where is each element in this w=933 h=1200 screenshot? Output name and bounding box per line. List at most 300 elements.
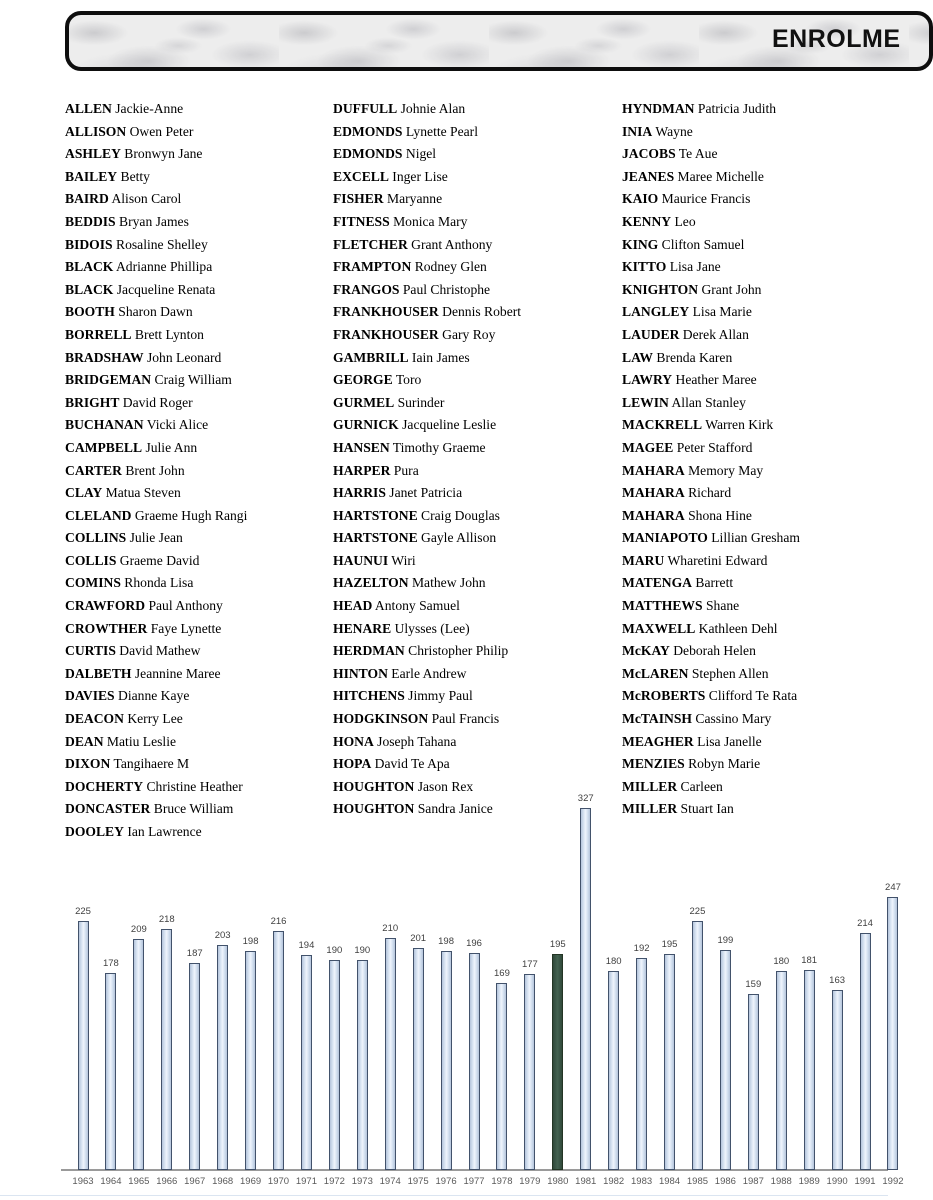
year-label-1981: 1981 [575, 1176, 597, 1187]
year-label-1980: 1980 [547, 1176, 569, 1187]
chart-baseline [61, 1169, 888, 1171]
given-names: Rosaline Shelley [112, 236, 208, 252]
bar-slot-1964 [97, 958, 125, 1170]
year-label-1964: 1964 [100, 1176, 122, 1187]
name-entry [333, 279, 603, 302]
given-names: Toro [392, 372, 422, 388]
given-names: Brenda Karen [652, 349, 733, 365]
surname: GURMEL [333, 394, 395, 410]
bar-value-label: 159 [745, 979, 762, 990]
given-names: Julie Ann [142, 439, 198, 455]
surname: COMINS [65, 575, 121, 591]
name-entry [333, 595, 603, 618]
name-entry [65, 166, 335, 189]
bar-value-label: 169 [494, 968, 510, 979]
surname: HYNDMAN [622, 101, 695, 116]
given-names: Kathleen Dehl [695, 620, 778, 636]
bar-value-label: 177 [521, 959, 538, 970]
surname: FRANKHOUSER [333, 326, 439, 342]
given-names: Antony Samuel [372, 598, 460, 614]
given-names: Grant John [698, 281, 762, 297]
given-names: Matiu Leslie [103, 733, 177, 749]
surname: MATTHEWS [622, 598, 703, 614]
name-entry [622, 143, 892, 166]
surname: BAILEY [65, 168, 118, 184]
given-names: David Mathew [115, 643, 201, 659]
bar-1976 [441, 951, 452, 1170]
surname: MANIAPOTO [622, 530, 708, 546]
name-entry [333, 731, 603, 754]
bar-value-label: 201 [410, 933, 427, 944]
given-names: Adrianne Phillipa [113, 259, 213, 275]
surname: HANSEN [333, 439, 390, 455]
name-entry [622, 685, 892, 708]
surname: COLLIS [65, 552, 117, 568]
bar-slot-1969 [237, 936, 265, 1170]
bar-1970 [273, 931, 284, 1170]
bar-value-label: 194 [298, 940, 315, 951]
bar-slot-1971 [292, 940, 320, 1170]
given-names: Vicki Alice [143, 417, 209, 433]
given-names: Jimmy Paul [404, 688, 473, 704]
name-entry [65, 663, 335, 686]
names-column-2 [333, 98, 603, 821]
name-entry [333, 482, 603, 505]
name-entry [65, 482, 335, 505]
year-label-1969: 1969 [240, 1176, 262, 1187]
bar-value-label: 195 [661, 939, 678, 950]
bar-slot-1982 [600, 956, 628, 1170]
given-names: Wharetini Edward [664, 552, 768, 568]
given-names: Peter Stafford [673, 439, 753, 455]
given-names: Jason Rex [414, 778, 474, 794]
name-entry [622, 505, 892, 528]
name-entry [622, 776, 892, 799]
name-entry [622, 550, 892, 573]
given-names: Craig William [151, 372, 232, 388]
given-names: Stuart Ian [677, 801, 734, 817]
given-names: Bruce William [150, 801, 234, 817]
given-names: Te Aue [675, 146, 718, 162]
surname: McLAREN [622, 665, 689, 681]
surname: CLAY [65, 485, 103, 501]
given-names: Sharon Dawn [114, 304, 193, 320]
name-entry [65, 527, 335, 550]
bar-value-label: 218 [158, 914, 175, 925]
names-column-3 [622, 98, 892, 821]
name-entry [333, 460, 603, 483]
name-entry [333, 121, 603, 144]
given-names: Timothy Graeme [389, 439, 486, 455]
name-entry [65, 392, 335, 415]
bar-value-label: 203 [214, 930, 231, 941]
bar-slot-1966 [153, 914, 181, 1170]
given-names: Cassino Mary [691, 711, 772, 727]
name-entry [622, 279, 892, 302]
surname: CLELAND [65, 507, 132, 523]
given-names: Graeme Hugh Rangi [131, 507, 248, 523]
surname: DEACON [65, 711, 124, 727]
given-names: Derek Allan [679, 326, 749, 342]
surname: HARTSTONE [333, 507, 418, 523]
surname: HONA [333, 733, 374, 749]
surname: INIA [622, 123, 653, 139]
name-entry [333, 663, 603, 686]
bar-1983 [636, 958, 647, 1170]
name-entry [333, 505, 603, 528]
name-entry [65, 708, 335, 731]
bar-slot-1974 [376, 923, 404, 1170]
bar-1981 [580, 808, 591, 1170]
given-names: Brett Lynton [131, 326, 204, 342]
given-names: Faye Lynette [147, 620, 222, 636]
given-names: Wayne [652, 123, 693, 139]
bar-slot-1983 [628, 943, 656, 1170]
name-entry [622, 166, 892, 189]
bar-value-label: 192 [633, 943, 650, 954]
bar-1991 [860, 933, 871, 1170]
bar-1980 [552, 954, 563, 1170]
name-entry [622, 392, 892, 415]
given-names: Lisa Jane [666, 259, 721, 275]
bar-slot-1988 [767, 956, 795, 1170]
surname: HOPA [333, 756, 372, 772]
given-names: Kerry Lee [123, 711, 183, 727]
name-entry [333, 347, 603, 370]
bar-value-label: 247 [885, 882, 901, 893]
surname: MATENGA [622, 575, 692, 591]
name-entry [65, 640, 335, 663]
name-entry [622, 731, 892, 754]
name-entry [333, 618, 603, 641]
surname: MACKRELL [622, 417, 703, 433]
surname: EDMONDS [333, 146, 403, 162]
surname: FRANGOS [333, 281, 400, 297]
bar-value-label: 214 [857, 918, 873, 929]
bar-value-label: 198 [438, 936, 454, 947]
bar-value-label: 187 [186, 948, 203, 959]
surname: DIXON [65, 756, 111, 772]
surname: DOCHERTY [65, 778, 144, 794]
given-names: Alison Carol [108, 191, 182, 207]
given-names: Memory May [684, 462, 764, 478]
surname: EDMONDS [333, 123, 403, 139]
given-names: Lynette Pearl [402, 123, 478, 139]
name-entry [65, 143, 335, 166]
name-entry [622, 595, 892, 618]
given-names: Richard [684, 485, 732, 501]
given-names: Paul Anthony [145, 598, 223, 614]
year-label-1970: 1970 [267, 1176, 290, 1187]
given-names: Joseph Tahana [373, 733, 457, 749]
given-names: Tangihaere M [110, 756, 190, 772]
given-names: Nigel [402, 146, 437, 162]
surname: BUCHANAN [65, 417, 144, 433]
bar-1973 [357, 960, 368, 1170]
year-label-1978: 1978 [491, 1176, 513, 1187]
bar-value-label: 209 [130, 924, 147, 935]
given-names: Lisa Marie [689, 304, 752, 320]
name-entry [333, 753, 603, 776]
name-entry [622, 572, 892, 595]
given-names: John Leonard [143, 349, 222, 365]
bar-1966 [161, 929, 172, 1170]
surname: LAW [622, 349, 653, 365]
given-names: Deborah Helen [669, 643, 756, 659]
surname: MILLER [622, 778, 678, 794]
page-bottom-rule [0, 1195, 888, 1196]
surname: ALLEN [65, 101, 112, 116]
name-entry [65, 618, 335, 641]
name-entry [622, 527, 892, 550]
given-names: Sandra Janice [414, 801, 493, 817]
name-entry [65, 776, 335, 799]
bar-slot-1973 [348, 945, 376, 1170]
given-names: Patricia Judith [694, 101, 777, 116]
surname: MAXWELL [622, 620, 696, 636]
bar-slot-1991 [851, 918, 879, 1170]
given-names: Maryanne [383, 191, 443, 207]
given-names: Brent John [121, 462, 185, 478]
surname: BLACK [65, 281, 114, 297]
surname: BLACK [65, 259, 114, 275]
given-names: Jacqueline Leslie [398, 417, 497, 433]
surname: EXCELL [333, 168, 389, 184]
given-names: Pura [390, 462, 419, 478]
given-names: Rhonda Lisa [120, 575, 194, 591]
bar-1984 [664, 954, 675, 1170]
year-label-1968: 1968 [212, 1176, 234, 1187]
given-names: Robyn Marie [684, 756, 761, 772]
name-entry [333, 527, 603, 550]
year-label-1983: 1983 [631, 1176, 653, 1187]
given-names: Stephen Allen [688, 665, 769, 681]
bar-slot-1985 [683, 906, 711, 1170]
name-entry [333, 369, 603, 392]
given-names: Grant Anthony [407, 236, 493, 252]
name-entry [622, 708, 892, 731]
year-label-1976: 1976 [435, 1176, 457, 1187]
surname: DAVIES [65, 688, 115, 704]
given-names: Lisa Janelle [693, 733, 762, 749]
name-entry [333, 166, 603, 189]
name-entry [65, 550, 335, 573]
bar-1992 [887, 897, 898, 1170]
name-entry [65, 753, 335, 776]
bar-1967 [189, 963, 200, 1170]
surname: KAIO [622, 191, 659, 207]
name-entry [333, 640, 603, 663]
surname: HOUGHTON [333, 801, 415, 817]
bar-value-label: 181 [801, 955, 818, 966]
given-names: Maurice Francis [658, 191, 751, 207]
bar-1990 [832, 990, 843, 1170]
name-entry [622, 369, 892, 392]
name-entry [65, 188, 335, 211]
name-entry [333, 550, 603, 573]
bar-slot-1986 [711, 935, 739, 1170]
surname: MAHARA [622, 485, 685, 501]
surname: DEAN [65, 733, 104, 749]
name-entry [65, 301, 335, 324]
surname: KENNY [622, 213, 672, 229]
bar-1982 [608, 971, 619, 1170]
name-entry [333, 324, 603, 347]
surname: HITCHENS [333, 688, 405, 704]
given-names: Ulysses (Lee) [391, 620, 470, 636]
surname: GURNICK [333, 417, 399, 433]
name-entry [333, 414, 603, 437]
surname: CAMPBELL [65, 439, 143, 455]
surname: FISHER [333, 191, 384, 207]
given-names: Leo [671, 213, 696, 229]
name-entry [333, 256, 603, 279]
bar-1963 [78, 921, 89, 1170]
surname: HARRIS [333, 485, 386, 501]
bar-value-label: 196 [466, 938, 482, 949]
given-names: Clifford Te Rata [705, 688, 798, 704]
year-label-1966: 1966 [156, 1176, 178, 1187]
surname: BRADSHAW [65, 349, 144, 365]
surname: CARTER [65, 462, 122, 478]
given-names: David Roger [119, 394, 193, 410]
bar-value-label: 225 [75, 906, 91, 917]
name-entry [65, 821, 335, 844]
surname: BORRELL [65, 326, 132, 342]
given-names: Carleen [677, 778, 723, 794]
bar-slot-1976 [432, 936, 460, 1170]
surname: DOOLEY [65, 824, 124, 839]
bar-1989 [804, 970, 815, 1170]
given-names: Bryan James [115, 213, 189, 229]
surname: LAUDER [622, 326, 680, 342]
bar-1972 [329, 960, 340, 1170]
surname: MEAGHER [622, 733, 694, 749]
surname: McKAY [622, 643, 670, 659]
surname: HODGKINSON [333, 711, 429, 727]
name-entry [333, 572, 603, 595]
name-entry [65, 256, 335, 279]
given-names: Allan Stanley [668, 394, 746, 410]
bar-slot-1987 [739, 979, 767, 1170]
given-names: Gary Roy [438, 326, 496, 342]
name-entry [65, 211, 335, 234]
name-entry [333, 301, 603, 324]
surname: HARTSTONE [333, 530, 418, 546]
name-entry [622, 753, 892, 776]
names-column-1 [65, 98, 335, 844]
enrolments-banner [65, 11, 933, 71]
bar-value-label: 163 [829, 975, 846, 986]
year-label-1982: 1982 [603, 1176, 625, 1187]
given-names: Jackie-Anne [111, 101, 184, 116]
year-label-1992: 1992 [882, 1176, 904, 1187]
given-names: Clifton Samuel [658, 236, 745, 252]
name-entry [622, 324, 892, 347]
surname: MENZIES [622, 756, 685, 772]
year-label-1975: 1975 [407, 1176, 429, 1187]
surname: BRIGHT [65, 394, 120, 410]
given-names: Dianne Kaye [114, 688, 190, 704]
given-names: Paul Francis [428, 711, 500, 727]
bar-value-label: 180 [773, 956, 790, 967]
given-names: David Te Apa [371, 756, 450, 772]
bar-1965 [133, 939, 144, 1170]
year-label-1984: 1984 [658, 1176, 681, 1187]
surname: DUFFULL [333, 101, 398, 116]
surname: GAMBRILL [333, 349, 409, 365]
bar-value-label: 327 [577, 793, 594, 804]
bar-value-label: 195 [549, 939, 566, 950]
bar-slot-1980 [544, 939, 572, 1170]
surname: FITNESS [333, 213, 390, 229]
name-entry [65, 324, 335, 347]
bar-slot-1992 [879, 882, 907, 1170]
surname: CRAWFORD [65, 598, 146, 614]
year-label-1985: 1985 [686, 1176, 709, 1187]
name-entry [622, 121, 892, 144]
name-entry [65, 460, 335, 483]
year-label-1974: 1974 [379, 1176, 401, 1187]
surname: BOOTH [65, 304, 115, 320]
bar-1974 [385, 938, 396, 1170]
year-label-1988: 1988 [770, 1176, 792, 1187]
bar-1971 [301, 955, 312, 1170]
year-label-1971: 1971 [295, 1176, 317, 1187]
name-entry [622, 437, 892, 460]
name-entry [622, 640, 892, 663]
name-entry [622, 188, 892, 211]
surname: KING [622, 236, 659, 252]
surname: LEWIN [622, 394, 669, 410]
year-label-1986: 1986 [714, 1176, 736, 1187]
name-entry [333, 143, 603, 166]
given-names: Mathew John [408, 575, 486, 591]
surname: LAWRY [622, 372, 673, 388]
bar-value-label: 178 [102, 958, 119, 969]
bar-slot-1990 [823, 975, 851, 1170]
given-names: Janet Patricia [385, 485, 463, 501]
surname: McTAINSH [622, 711, 692, 727]
surname: FRAMPTON [333, 259, 412, 275]
bar-slot-1963 [69, 906, 97, 1170]
name-entry [622, 211, 892, 234]
bar-1977 [469, 953, 480, 1170]
name-entry [65, 234, 335, 257]
year-label-1989: 1989 [798, 1176, 820, 1187]
given-names: Craig Douglas [417, 507, 500, 523]
year-label-1977: 1977 [463, 1176, 485, 1187]
given-names: Owen Peter [126, 123, 194, 139]
given-names: Lillian Gresham [707, 530, 800, 546]
name-entry [65, 414, 335, 437]
given-names: Jacqueline Renata [113, 281, 216, 297]
name-entry [622, 301, 892, 324]
given-names: Barrett [691, 575, 734, 591]
bar-slot-1989 [795, 955, 823, 1170]
name-entry [65, 437, 335, 460]
bar-1978 [496, 983, 507, 1170]
surname: HERDMAN [333, 643, 405, 659]
bar-value-label: 225 [689, 906, 706, 917]
given-names: Ian Lawrence [123, 824, 202, 839]
name-entry [65, 98, 335, 121]
name-entry [622, 618, 892, 641]
name-entry [622, 256, 892, 279]
name-entry [65, 369, 335, 392]
year-label-1967: 1967 [184, 1176, 206, 1187]
bar-1979 [524, 974, 535, 1170]
